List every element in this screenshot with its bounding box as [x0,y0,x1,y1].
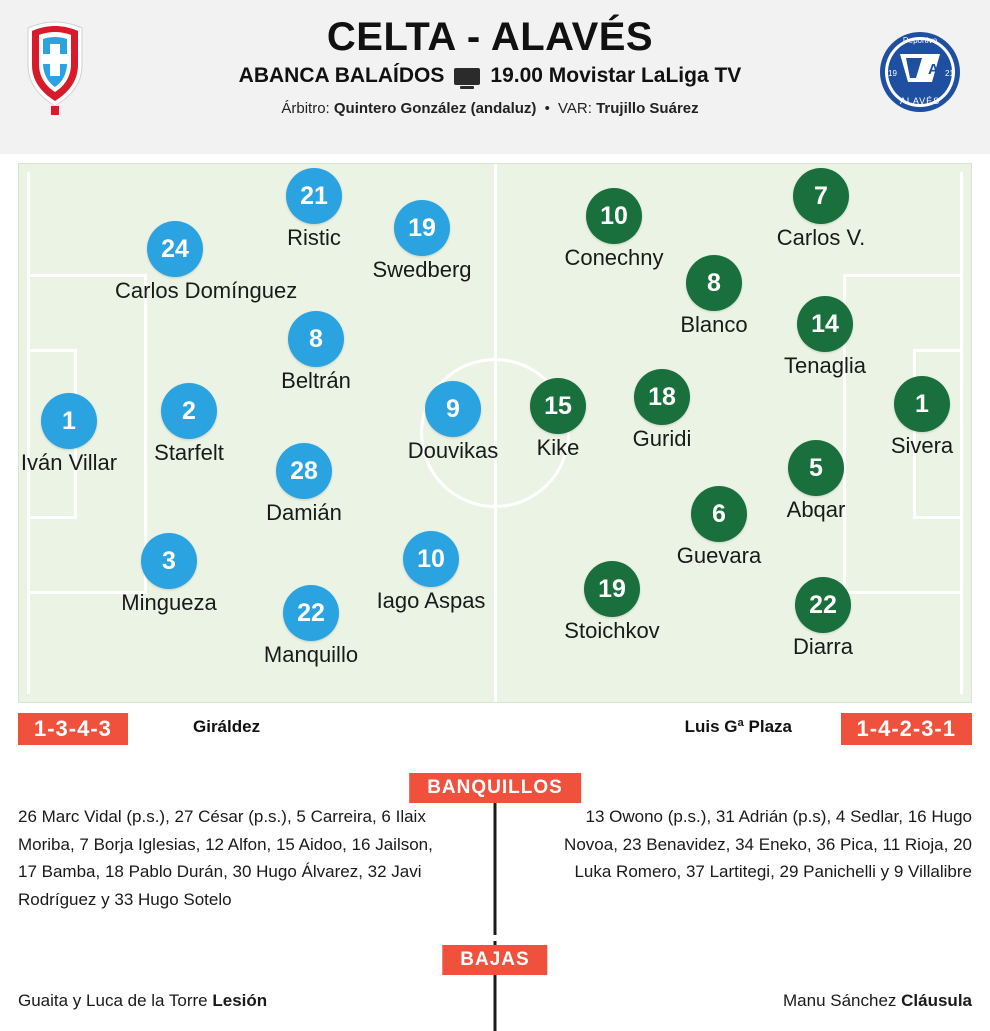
player-token[interactable] [393,381,513,463]
player-number: 19 [394,200,450,256]
player-name: Beltrán [281,368,351,393]
player-name: Carlos Domínguez [115,278,298,303]
player-name: Manquillo [263,642,359,667]
player-name: Abqar [786,497,846,522]
svg-text:19: 19 [888,69,897,78]
player-name: Mingueza [121,590,217,615]
player-number: 14 [797,296,853,352]
player-token[interactable] [761,168,881,250]
player-number: 22 [283,585,339,641]
player-number: 8 [686,255,742,311]
venue-line [120,64,860,88]
away-injury-reason: Cláusula [901,991,972,1010]
player-name: Swedberg [372,257,472,282]
player-token[interactable] [109,533,229,615]
player-name: Iago Aspas [376,588,486,613]
player-number: 10 [403,531,459,587]
player-number: 24 [147,221,203,277]
player-token[interactable] [18,393,129,475]
alaves-crest-icon [870,30,970,115]
player-name: Starfelt [154,440,224,465]
svg-text:ALAVÉS: ALAVÉS [899,96,941,106]
player-number: 7 [793,168,849,224]
svg-text:A: A [928,61,939,78]
player-number: 18 [634,369,690,425]
player-token[interactable] [602,369,722,451]
tv-icon [454,68,480,85]
player-number: 3 [141,533,197,589]
player-number: 28 [276,443,332,499]
player-name: Sivera [890,433,954,458]
player-name: Ristic [287,225,341,250]
player-name: Blanco [680,312,748,337]
player-number: 8 [288,311,344,367]
player-number: 1 [894,376,950,432]
player-name: Kike [536,435,580,460]
player-token[interactable] [498,378,618,460]
home-injury-names: Guaita y Luca de la Torre [18,991,213,1010]
player-name: Iván Villar [20,450,118,475]
player-token[interactable] [256,311,376,393]
player-token[interactable] [115,221,298,303]
home-injury-reason: Lesión [212,991,268,1010]
injuries-section [18,941,972,1031]
player-number: 21 [286,168,342,224]
player-token[interactable] [244,443,364,525]
player-token[interactable] [251,585,371,667]
home-formation: 1-3-4-3 [18,713,128,745]
player-number: 2 [161,383,217,439]
away-injuries [783,991,972,1011]
player-name: Guevara [676,543,762,568]
home-coach: Giráldez [193,717,261,736]
player-token[interactable] [552,561,672,643]
player-name: Douvikas [407,438,499,463]
var-label: VAR: [558,100,592,117]
player-token[interactable] [371,531,491,613]
formation-row [18,713,972,747]
bench-label: BANQUILLOS [409,773,581,803]
pitch [18,163,972,703]
player-number: 1 [41,393,97,449]
header-center [120,16,860,117]
broadcast-info: 19.00 Movistar LaLiga TV [490,64,742,87]
player-number: 19 [584,561,640,617]
match-header [0,0,990,155]
home-bench-text: 26 Marc Vidal (p.s.), 27 César (p.s.), 5 Carreira, 6 Ilaix Moriba, 7 Borja Iglesias, 12 Alfon, 15 Aidoo, 16 Jailson, 17 Bamba, 18 Pablo Durán, 30 Hugo Álvarez, 32 Javi Rodríguez y 33 Hugo Sotelo [18,807,433,909]
player-token[interactable] [659,486,779,568]
player-token[interactable] [763,577,883,659]
svg-text:Deportivo: Deportivo [902,36,938,45]
player-token[interactable] [362,200,482,282]
page-title: CELTA - ALAVÉS [326,15,654,59]
player-name: Diarra [793,634,853,659]
player-number: 22 [795,577,851,633]
injuries-label: BAJAS [442,945,547,975]
player-token[interactable] [654,255,774,337]
away-coach: Luis Gª Plaza [684,717,792,736]
player-name: Carlos V. [776,225,866,250]
player-number: 9 [425,381,481,437]
home-bench-list [18,803,448,913]
venue-name: ABANCA BALAÍDOS [238,64,445,87]
player-token[interactable] [765,296,885,378]
home-injuries [18,991,267,1011]
separator-dot: • [544,100,550,117]
away-bench-list [542,803,972,886]
referee-label: Árbitro: [281,100,330,117]
player-token[interactable] [129,383,249,465]
player-token[interactable] [862,376,972,458]
away-formation: 1-4-2-3-1 [841,713,972,745]
player-name: Stoichkov [564,618,660,643]
celta-crest-icon [20,20,90,115]
player-name: Tenaglia [784,353,866,378]
player-number: 15 [530,378,586,434]
player-name: Guridi [632,426,692,451]
player-token[interactable] [254,168,374,250]
away-bench-text: 13 Owono (p.s.), 31 Adrián (p.s), 4 Sedlar, 16 Hugo Novoa, 23 Benavidez, 34 Eneko, 36 Pica, 11 Rioja, 20 Luka Romero, 37 Lartitegi, 29 Panichelli y 9 Villalibre [564,807,972,882]
away-injury-names: Manu Sánchez [783,991,902,1010]
player-number: 10 [586,188,642,244]
player-name: Damián [266,500,342,525]
referee-name: Quintero González (andaluz) [333,100,537,117]
player-name: Conechny [564,245,664,270]
officials-line [120,100,860,117]
var-name: Trujillo Suárez [596,100,699,117]
player-number: 5 [788,440,844,496]
svg-text:21: 21 [945,69,954,78]
bench-section [18,765,972,935]
player-number: 6 [691,486,747,542]
